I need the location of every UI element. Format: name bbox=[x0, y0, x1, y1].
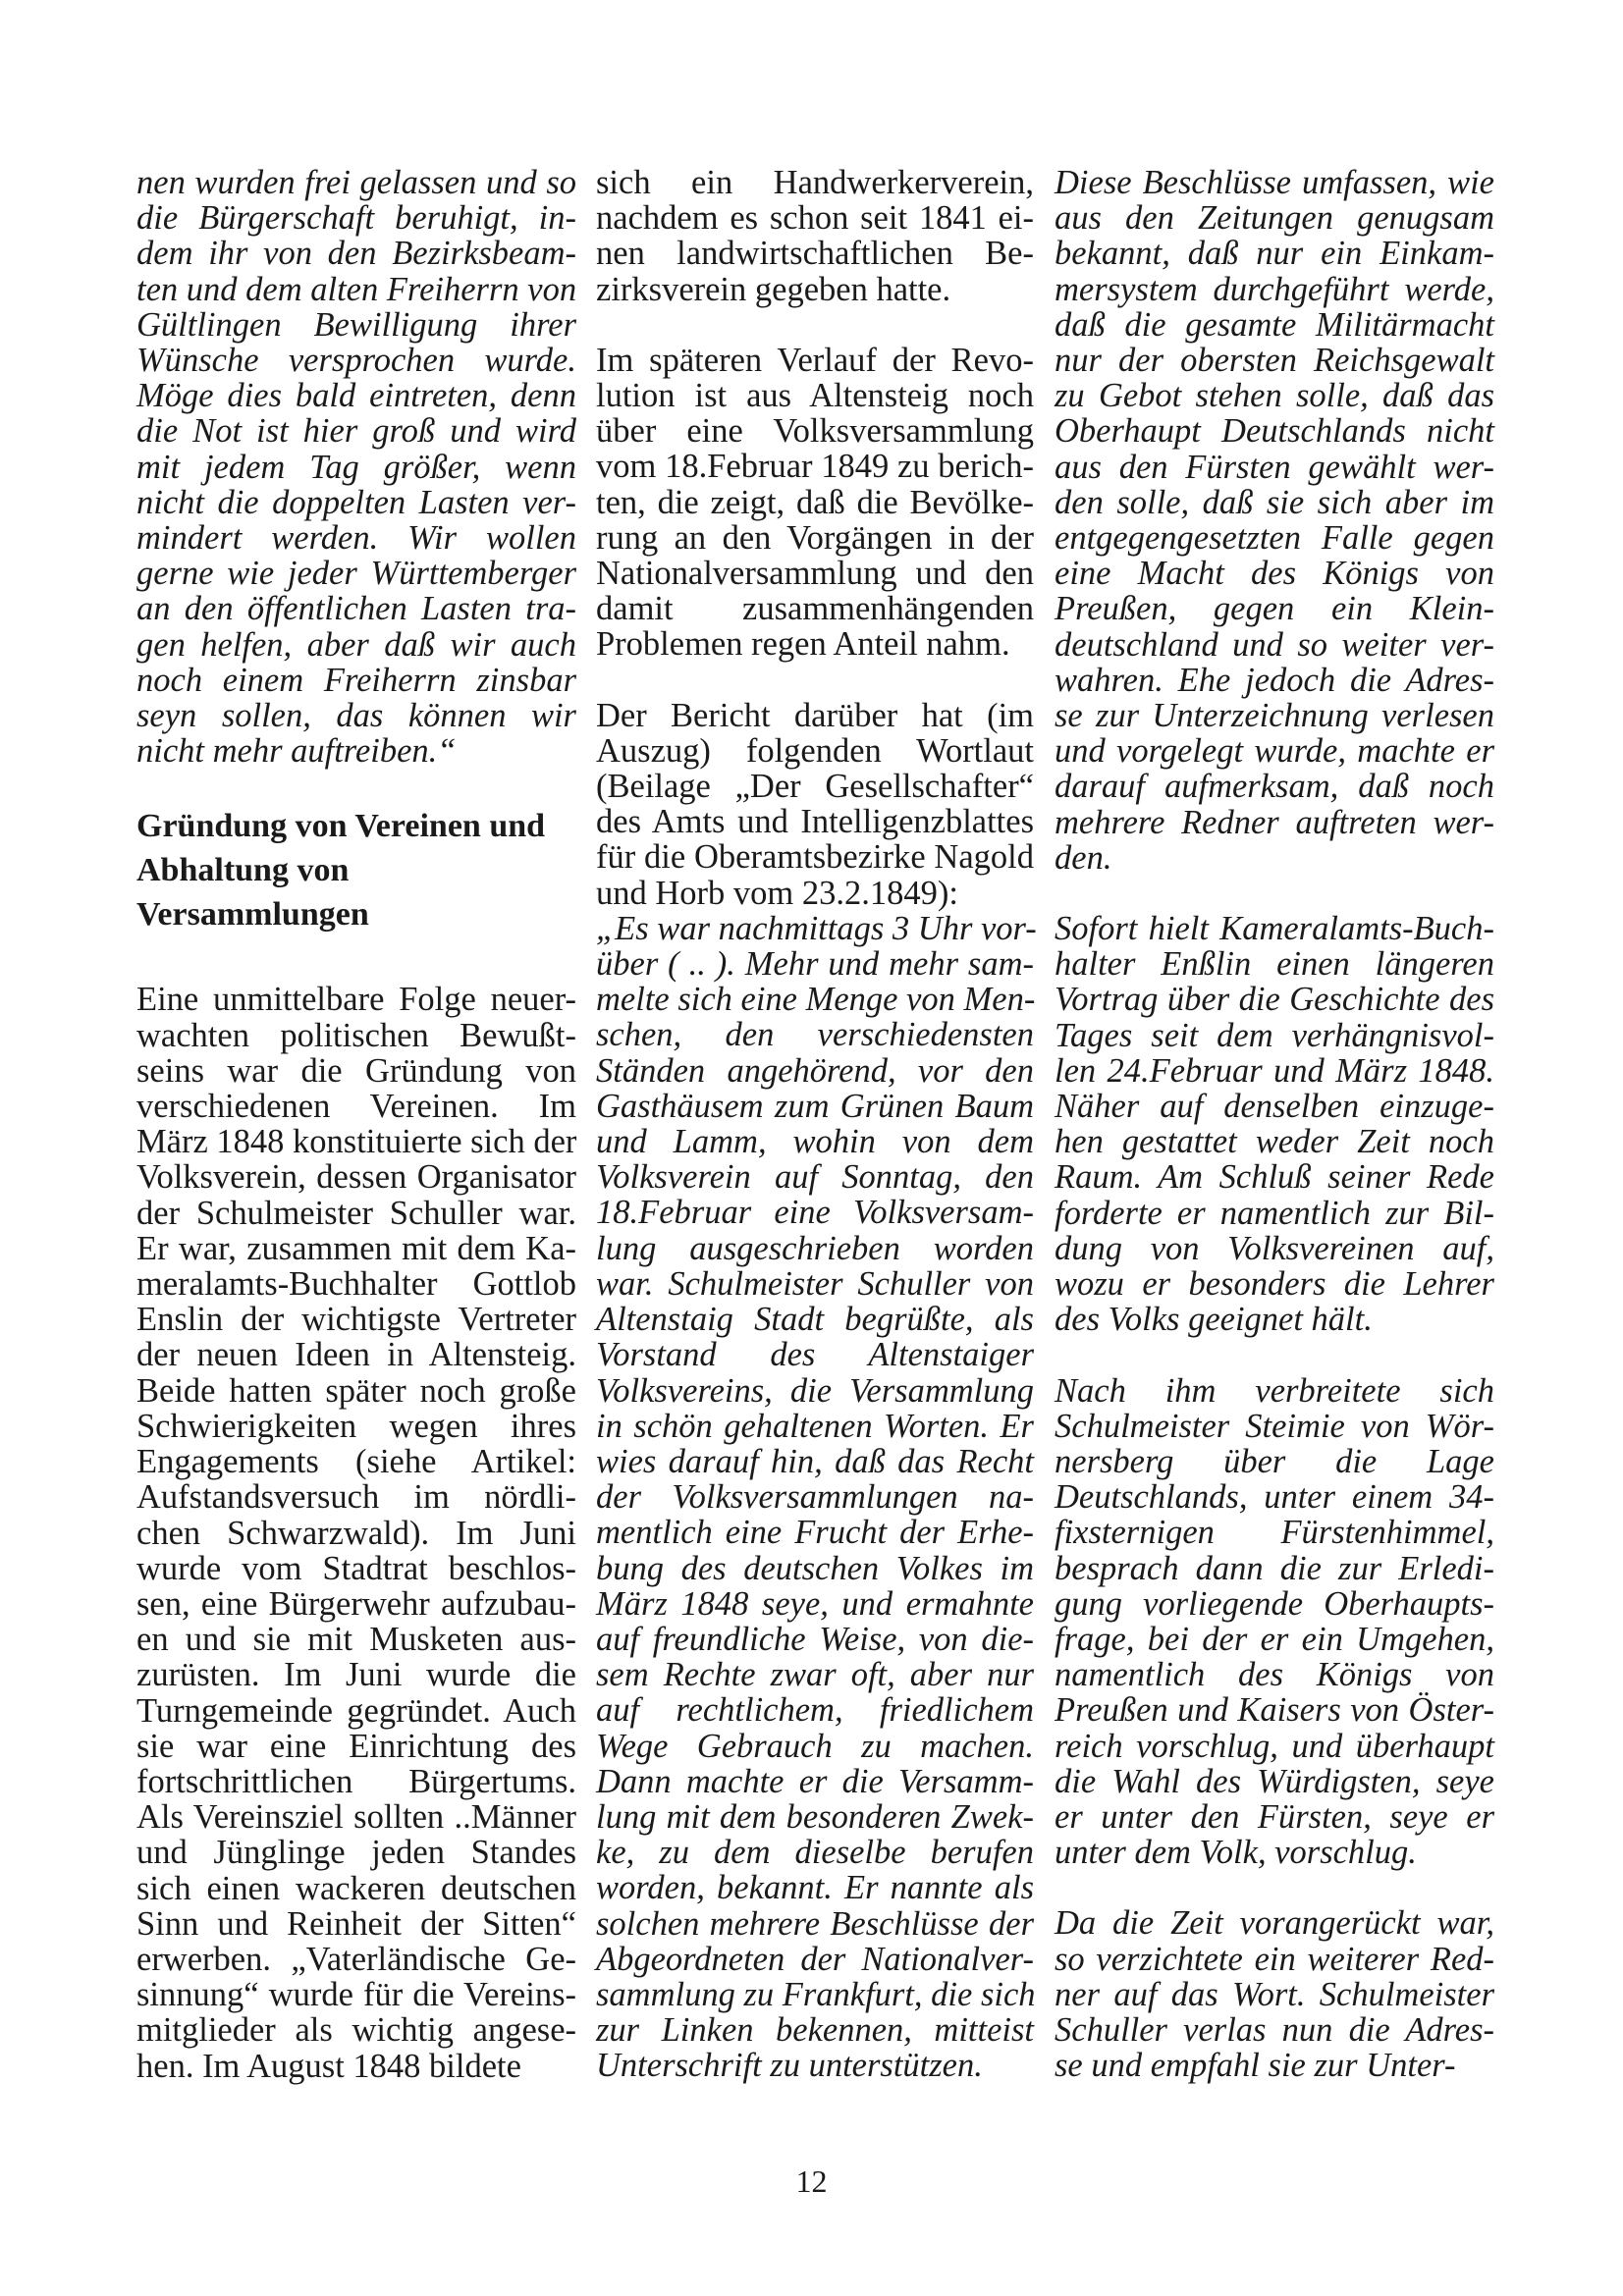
text-line: Sofort hielt Kameralamts-Buch- bbox=[1055, 910, 1494, 948]
text-line: „Es war nachmittags 3 Uhr vor- bbox=[596, 909, 1037, 947]
text-line: dem ihr von den Bezirksbeam- bbox=[136, 235, 576, 273]
text-line: Ständen angehörend, vor den bbox=[596, 1051, 1034, 1090]
text-line: deutschland und so weiter ver- bbox=[1055, 625, 1494, 664]
text-line: gen helfen, aber daß wir auch bbox=[136, 625, 576, 664]
text-line: hen. Im August 1848 bildete bbox=[136, 2047, 521, 2085]
text-line: Problemen regen Anteil nahm. bbox=[596, 625, 1010, 664]
text-line: die Wahl des Würdigsten, seye bbox=[1055, 1762, 1494, 1800]
text-line: 18.Februar eine Volksversam- bbox=[596, 1194, 1034, 1232]
text-line: den. bbox=[1055, 838, 1112, 877]
text-line: bung des deutschen Volkes im bbox=[596, 1549, 1034, 1587]
text-line: Vorstand des Altenstaiger bbox=[596, 1336, 1034, 1374]
paragraph bbox=[596, 343, 1034, 663]
text-line: Diese Beschlüsse umfassen, wie bbox=[1055, 164, 1494, 201]
text-line: aus den Zeitungen genugsam bbox=[1055, 199, 1494, 238]
text-line: mehrere Redner auftreten wer- bbox=[1055, 803, 1494, 841]
text-line: mentlich eine Frucht der Erhe- bbox=[596, 1514, 1034, 1552]
text-line: Deutschlands, unter einem 34- bbox=[1055, 1478, 1494, 1517]
text-line: Gasthäusem zum Grünen Baum bbox=[596, 1087, 1034, 1125]
text-line: an den öffentlichen Lasten tra- bbox=[136, 590, 576, 628]
text-line: sinnung“ wurde für die Vereins- bbox=[136, 1976, 576, 2014]
text-line: melte sich eine Menge von Men- bbox=[596, 981, 1036, 1019]
text-line: März 1848 konstituierte sich der bbox=[136, 1123, 577, 1161]
text-line: nur der obersten Reichsgewalt bbox=[1055, 342, 1494, 380]
text-line: Auszug) folgenden Wortlaut bbox=[596, 731, 1034, 770]
text-line: Als Vereinsziel sollten ..Männer bbox=[136, 1798, 576, 1837]
text-line: des Amts und Intelligenzblattes bbox=[596, 803, 1034, 841]
text-line: Nach ihm verbreitete sich bbox=[1055, 1371, 1494, 1410]
text-line: mersystem durchgeführt werde, bbox=[1055, 270, 1494, 308]
text-line: Preußen und Kaisers von Öster- bbox=[1055, 1691, 1494, 1730]
text-line: frage, bei der er ein Umgehen, bbox=[1055, 1620, 1494, 1658]
text-line: Enslin der wichtigste Vertreter bbox=[136, 1301, 576, 1339]
text-line: und vorgelegt wurde, machte er bbox=[1055, 732, 1494, 771]
text-line: sie war eine Einrichtung des bbox=[136, 1727, 576, 1765]
text-column-2 bbox=[596, 164, 1037, 2119]
text-line: sen, eine Bürgerwehr aufzubau- bbox=[136, 1584, 576, 1623]
text-line: damit zusammenhängenden bbox=[596, 590, 1034, 628]
text-line: Preußen, gegen ein Klein- bbox=[1055, 590, 1494, 628]
text-line: wurde vom Stadtrat beschlos- bbox=[136, 1549, 576, 1587]
text-line: nachdem es schon seit 1841 ei- bbox=[596, 199, 1034, 238]
text-line: Da die Zeit vorangerückt war, bbox=[1055, 1904, 1494, 1943]
text-line: len 24.Februar und März 1848. bbox=[1055, 1051, 1494, 1090]
text-line: Er war, zusammen mit dem Ka- bbox=[136, 1229, 576, 1267]
text-line: nersberg über die Lage bbox=[1055, 1442, 1494, 1480]
text-line: auf freundliche Weise, von die- bbox=[596, 1620, 1034, 1658]
text-line: lung ausgeschrieben worden bbox=[596, 1229, 1034, 1267]
text-line: so verzichtete ein weiterer Red- bbox=[1055, 1940, 1494, 1978]
text-line: über eine Volksversammlung bbox=[596, 412, 1034, 451]
text-line: Oberhaupt Deutschlands nicht bbox=[1055, 412, 1494, 451]
text-line: Nationalversammlung und den bbox=[596, 555, 1034, 593]
text-line: (Beilage „Der Gesellschafter“ bbox=[596, 768, 1034, 806]
text-line: lution ist aus Altensteig noch bbox=[596, 377, 1034, 415]
text-line: Volksvereins, die Versammlung bbox=[596, 1371, 1034, 1410]
text-line: für die Oberamtsbezirke Nagold bbox=[596, 838, 1034, 877]
text-line: Näher auf denselben einzuge- bbox=[1055, 1088, 1494, 1126]
text-line: solchen mehrere Beschlüsse der bbox=[596, 1904, 1034, 1943]
text-line: chen Schwarzwald). Im Juni bbox=[136, 1514, 576, 1552]
text-line: daß die gesamte Militärmacht bbox=[1055, 305, 1494, 344]
text-line: den solle, daß sie sich aber im bbox=[1055, 483, 1494, 521]
text-line: wies darauf hin, daß das Recht bbox=[596, 1442, 1034, 1480]
heading-line: Versammlungen bbox=[136, 896, 369, 934]
text-line: halter Enßlin einen längeren bbox=[1055, 945, 1494, 984]
text-line: sich ein Handwerkerverein, bbox=[596, 164, 1034, 201]
text-line: fixsternigen Fürstenhimmel, bbox=[1055, 1514, 1494, 1552]
text-line: worden, bekannt. Er nannte als bbox=[596, 1869, 1034, 1907]
text-line: auf rechtlichem, friedlichem bbox=[596, 1691, 1034, 1730]
text-line: Möge dies bald eintreten, denn bbox=[136, 377, 576, 415]
paragraph bbox=[1055, 911, 1494, 1337]
text-line: wozu er besonders die Lehrer bbox=[1055, 1265, 1494, 1304]
text-line: eine Macht des Königs von bbox=[1055, 555, 1494, 593]
text-line: gung vorliegende Oberhaupts- bbox=[1055, 1584, 1494, 1623]
text-line: Tages seit dem verhängnisvol- bbox=[1055, 1016, 1494, 1054]
text-line: Schulmeister Steimie von Wör- bbox=[1055, 1407, 1494, 1445]
text-line: und Lamm, wohin von dem bbox=[596, 1123, 1034, 1161]
text-line: Beide hatten später noch große bbox=[136, 1371, 576, 1410]
text-line: Raum. Am Schluß seiner Rede bbox=[1055, 1158, 1494, 1197]
text-line: Der Bericht darüber hat (im bbox=[596, 696, 1034, 734]
text-line: sem Rechte zwar oft, aber nur bbox=[596, 1656, 1034, 1694]
text-line: aus den Fürsten gewählt wer- bbox=[1055, 448, 1494, 486]
text-line: der Schulmeister Schuller war. bbox=[136, 1194, 576, 1232]
text-line: Im späteren Verlauf der Revo- bbox=[596, 341, 1034, 379]
text-line: und Jünglinge jeden Standes bbox=[136, 1834, 576, 1872]
text-line: Gültlingen Bewilligung ihrer bbox=[136, 305, 576, 344]
text-line: Altenstaig Stadt begrüßte, als bbox=[596, 1301, 1034, 1339]
text-line: unter dem Volk, vorschlug. bbox=[1055, 1834, 1417, 1872]
text-line: zirksverein gegeben hatte. bbox=[596, 270, 951, 308]
section-heading bbox=[136, 804, 576, 936]
text-line: er unter den Fürsten, seye er bbox=[1055, 1797, 1494, 1836]
text-line: meralamts-Buchhalter Gottlob bbox=[136, 1265, 576, 1304]
paragraph bbox=[136, 982, 576, 2083]
text-line: gerne wie jeder Württemberger bbox=[136, 555, 576, 593]
text-line: seyn sollen, das können wir bbox=[136, 697, 576, 735]
text-line: Vortrag über die Geschichte des bbox=[1055, 981, 1494, 1019]
text-line: die Bürgerschaft beruhigt, in- bbox=[136, 199, 576, 238]
heading-line: Gründung von Vereinen und bbox=[136, 808, 546, 845]
text-line: sich einen wackeren deutschen bbox=[136, 1869, 576, 1907]
text-line: Abgeordneten der Nationalver- bbox=[596, 1940, 1034, 1978]
text-line: in schön gehaltenen Worten. Er bbox=[596, 1407, 1034, 1445]
text-line: wahren. Ehe jedoch die Adres- bbox=[1055, 661, 1494, 699]
text-line: die Not ist hier groß und wird bbox=[136, 412, 576, 451]
text-line: mitglieder als wichtig angese- bbox=[136, 2011, 576, 2050]
text-line: namentlich des Königs von bbox=[1055, 1656, 1494, 1694]
text-line: mit jedem Tag größer, wenn bbox=[136, 448, 576, 486]
text-line: Engagements (siehe Artikel: bbox=[136, 1443, 576, 1481]
quoted-report bbox=[596, 909, 1037, 2085]
text-line: Unterschrift zu unterstützen. bbox=[596, 2047, 983, 2085]
text-line: Dann machte er die Versamm- bbox=[596, 1762, 1034, 1800]
text-line: nicht mehr auftreiben.“ bbox=[136, 732, 457, 771]
text-line: sammlung zu Frankfurt, die sich bbox=[596, 1975, 1036, 2013]
text-line: nen landwirtschaftlichen Be- bbox=[596, 235, 1034, 273]
text-line: zu Gebot stehen solle, daß das bbox=[1055, 377, 1494, 415]
text-line: dung von Volksvereinen auf, bbox=[1055, 1229, 1494, 1267]
page-number: 12 bbox=[795, 2163, 828, 2199]
text-line: war. Schulmeister Schuller von bbox=[596, 1264, 1034, 1303]
text-line: ner auf das Wort. Schulmeister bbox=[1055, 1975, 1494, 2013]
text-line: März 1848 seye, und ermahnte bbox=[596, 1584, 1034, 1623]
text-column-3 bbox=[1055, 165, 1494, 2118]
text-line: der neuen Ideen in Altensteig. bbox=[136, 1336, 576, 1374]
text-line: en und sie mit Musketen aus- bbox=[136, 1621, 576, 1659]
text-line: zurüsten. Im Juni wurde die bbox=[136, 1656, 576, 1694]
text-line: Turngemeinde gegründet. Auch bbox=[136, 1691, 576, 1730]
text-line: über ( .. ). Mehr und mehr sam- bbox=[596, 945, 1034, 984]
text-line: seins war die Gründung von bbox=[136, 1051, 576, 1090]
paragraph bbox=[1055, 1373, 1494, 1871]
text-line: ten und dem alten Freiherrn von bbox=[136, 270, 577, 308]
text-line: erwerben. „Vaterländische Ge- bbox=[136, 1940, 576, 1978]
paragraph bbox=[596, 165, 1034, 307]
text-line: Aufstandsversuch im nördli- bbox=[136, 1478, 576, 1517]
heading-line: Abhaltung von bbox=[136, 852, 350, 889]
text-line: der Volksversammlungen na- bbox=[596, 1478, 1034, 1517]
text-line: forderte er namentlich zur Bil- bbox=[1055, 1194, 1494, 1232]
paragraph bbox=[1055, 165, 1494, 876]
text-line: reich vorschlug, und überhaupt bbox=[1055, 1727, 1494, 1765]
text-line: Wege Gebrauch zu machen. bbox=[596, 1727, 1034, 1765]
text-line: ke, zu dem dieselbe berufen bbox=[596, 1834, 1034, 1872]
text-line: fortschrittlichen Bürgertums. bbox=[136, 1762, 576, 1800]
text-line: nicht die doppelten Lasten ver- bbox=[136, 483, 576, 521]
text-line: verschiedenen Vereinen. Im bbox=[136, 1088, 576, 1126]
text-line: Eine unmittelbare Folge neuer- bbox=[136, 981, 576, 1019]
text-line: schen, den verschiedensten bbox=[596, 1016, 1034, 1054]
text-line: wachten politischen Bewußt- bbox=[136, 1016, 576, 1054]
text-line: lung mit dem besonderen Zwek- bbox=[596, 1797, 1034, 1836]
paragraph bbox=[596, 698, 1034, 911]
text-line: noch einem Freiherrn zinsbar bbox=[136, 661, 576, 699]
text-column-1 bbox=[136, 165, 576, 2119]
paragraph bbox=[136, 165, 576, 769]
text-line: Volksverein auf Sonntag, den bbox=[596, 1158, 1034, 1197]
text-line: Volksverein, dessen Organisator bbox=[136, 1158, 576, 1197]
text-line: und Horb vom 23.2.1849): bbox=[596, 874, 958, 912]
text-line: des Volks geeignet hält. bbox=[1055, 1301, 1373, 1339]
text-line: rung an den Vorgängen in der bbox=[596, 518, 1034, 557]
text-line: bekannt, daß nur ein Einkam- bbox=[1055, 235, 1494, 273]
text-line: vom 18.Februar 1849 zu berich- bbox=[596, 448, 1034, 486]
paragraph bbox=[1055, 1905, 1494, 2083]
text-line: mindert werden. Wir wollen bbox=[136, 519, 576, 558]
text-line: Wünsche versprochen wurde. bbox=[136, 342, 576, 380]
text-line: besprach dann die zur Erledi- bbox=[1055, 1549, 1494, 1587]
text-line: se und empfahl sie zur Unter- bbox=[1055, 2047, 1456, 2085]
text-line: Schuller verlas nun die Adres- bbox=[1055, 2010, 1494, 2049]
text-line: ten, die zeigt, daß die Bevölke- bbox=[596, 483, 1034, 521]
text-line: hen gestattet weder Zeit noch bbox=[1055, 1123, 1494, 1161]
text-line: nen wurden frei gelassen und so bbox=[136, 164, 576, 201]
text-line: darauf aufmerksam, daß noch bbox=[1055, 768, 1494, 806]
text-line: Sinn und Reinheit der Sitten“ bbox=[136, 1904, 576, 1943]
text-line: zur Linken bekennen, mitteist bbox=[596, 2011, 1034, 2050]
text-line: entgegengesetzten Falle gegen bbox=[1055, 519, 1494, 558]
text-line: Schwierigkeiten wegen ihres bbox=[136, 1407, 576, 1445]
text-line: se zur Unterzeichnung verlesen bbox=[1055, 697, 1494, 735]
